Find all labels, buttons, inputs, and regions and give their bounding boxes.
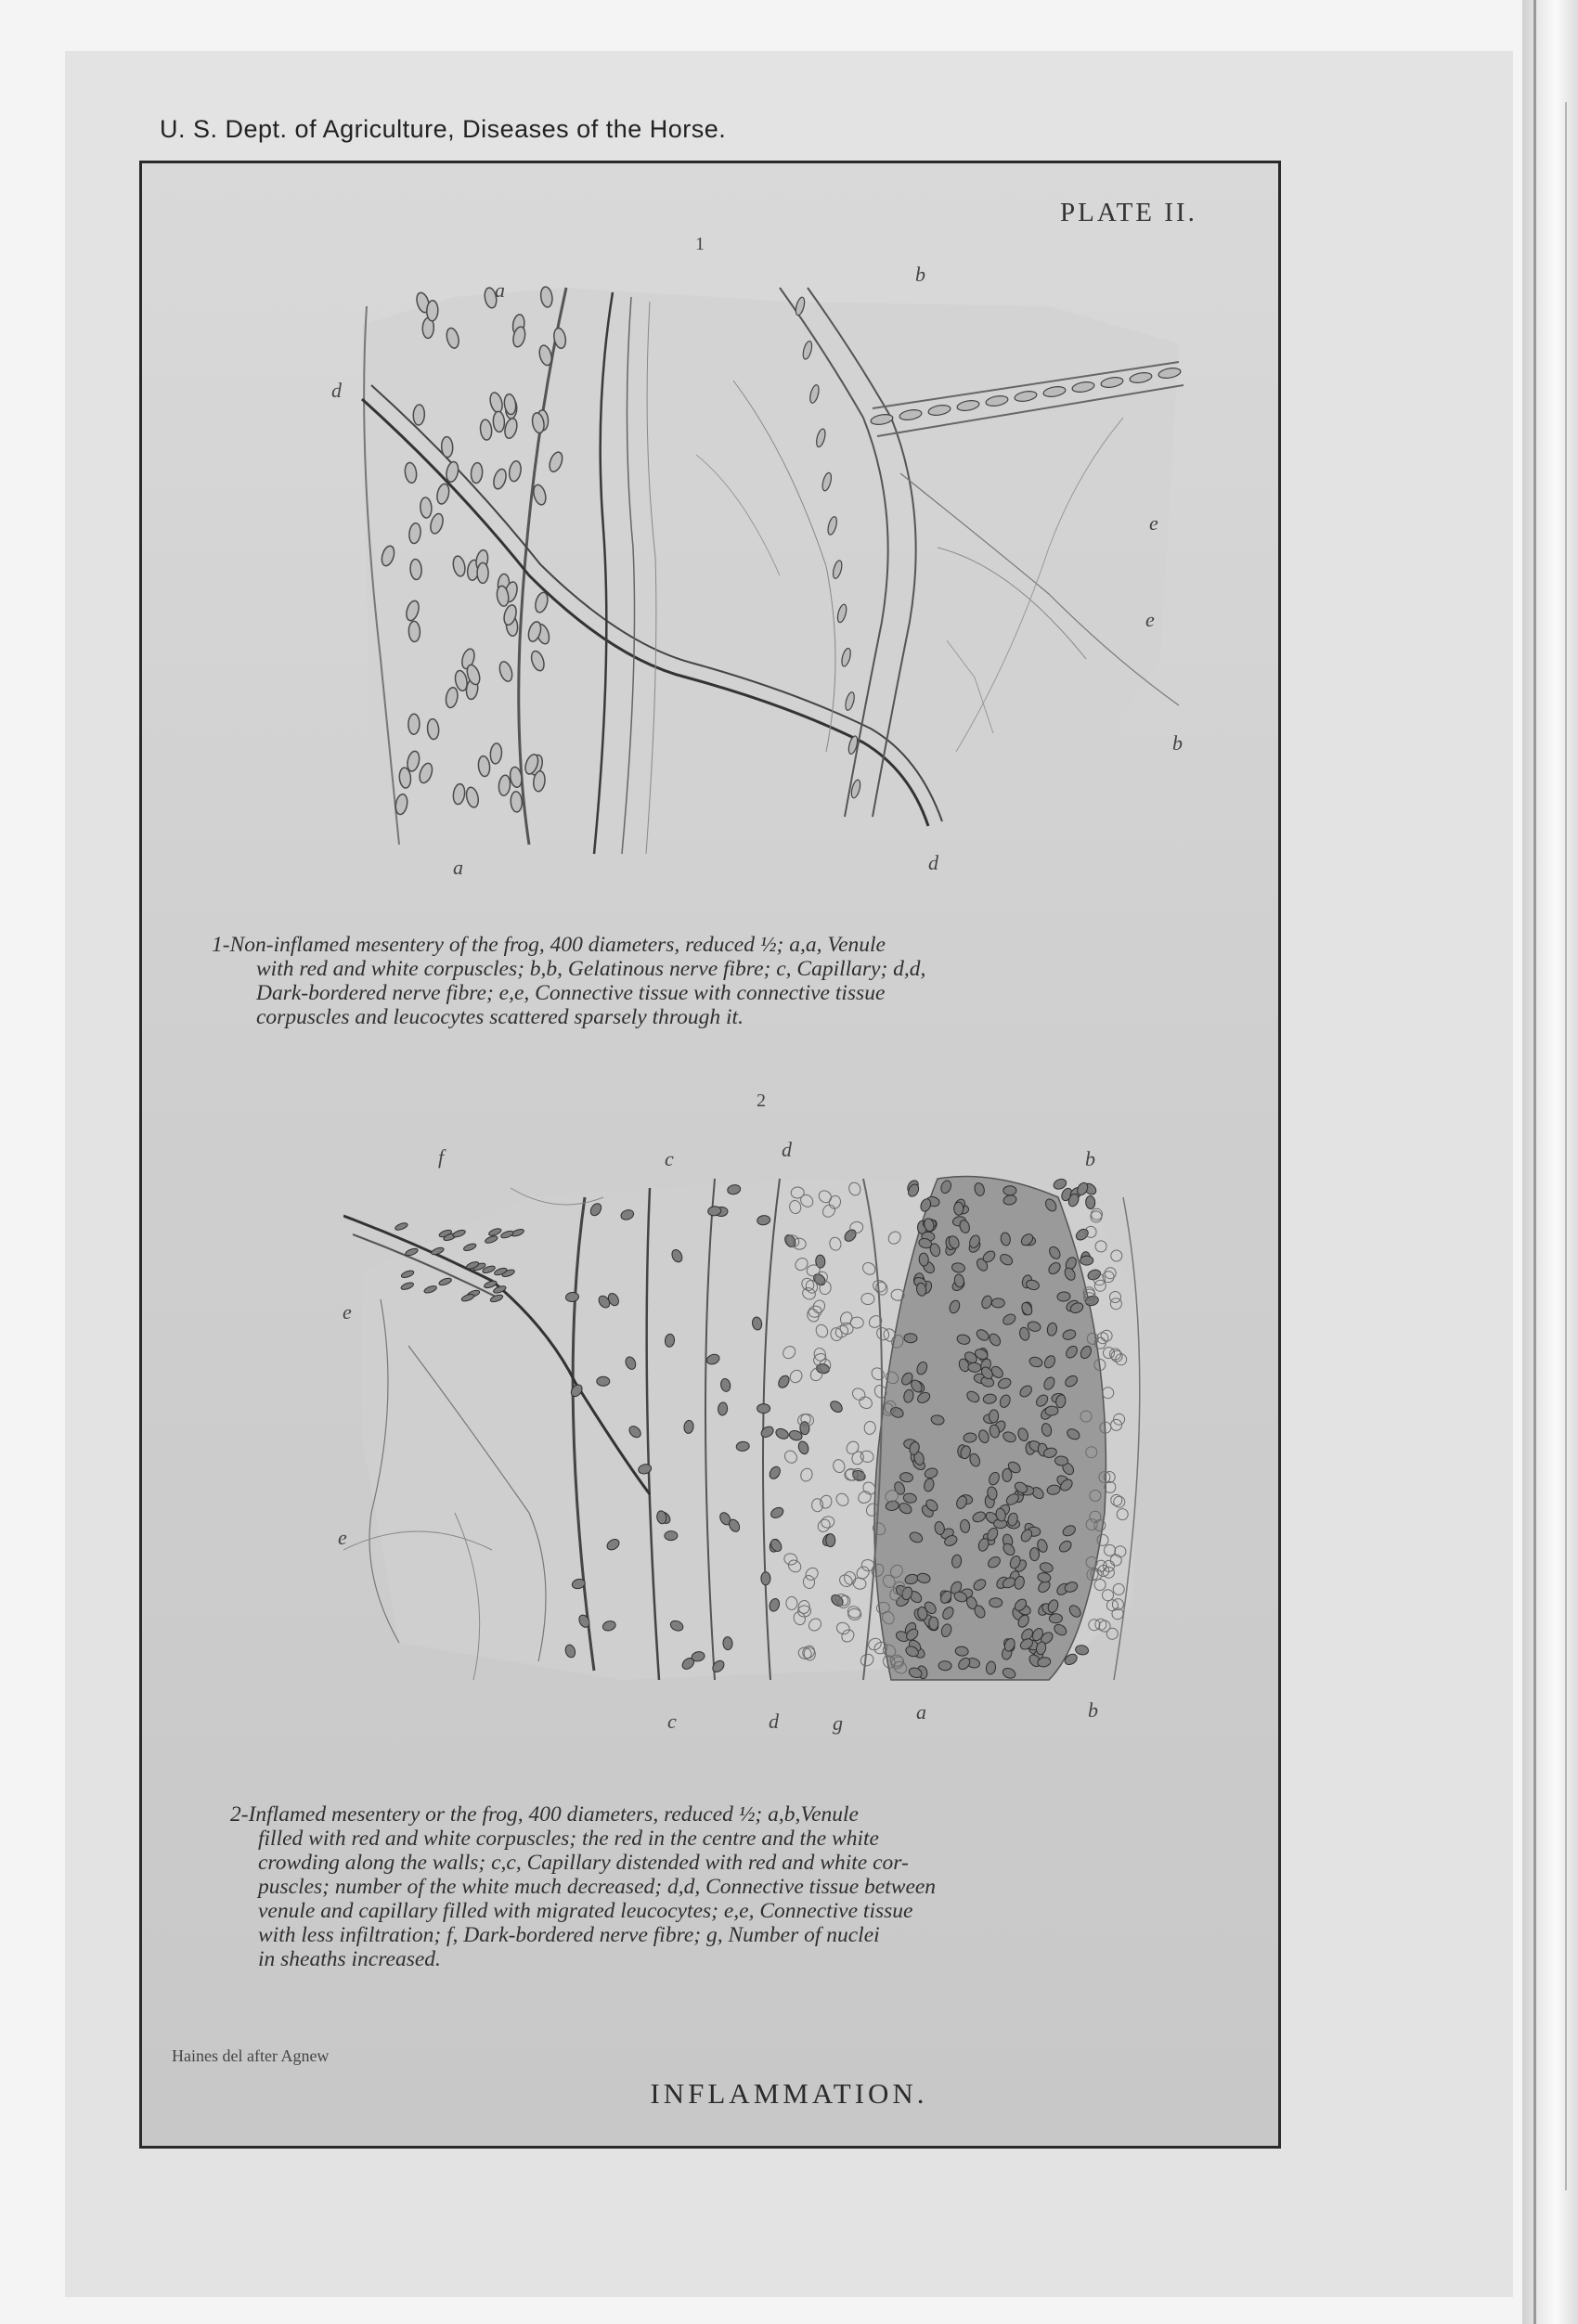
corpuscle-cell <box>928 1617 938 1631</box>
caption-line: corpuscles and leucocytes scattered sparsely through it. <box>256 1005 744 1029</box>
caption-line: Dark-bordered nerve fibre; e,e, Connective tissue with connective tissue <box>256 981 886 1005</box>
scan-page-edge <box>1522 0 1578 2324</box>
leucocyte-cell <box>597 1376 610 1386</box>
corpuscle-cell <box>408 714 420 734</box>
corpuscle-cell <box>441 436 453 458</box>
fig2-label-e: e <box>343 1300 352 1323</box>
fig2-label-d: d <box>782 1138 792 1161</box>
leucocyte-cell <box>757 1404 770 1414</box>
fig2-label-b: b <box>1085 1147 1095 1170</box>
leucocyte-cell <box>394 1221 408 1231</box>
corpuscle-cell <box>954 1202 964 1215</box>
fig2-label-c: c <box>667 1710 677 1733</box>
figure-2-number: 2 <box>757 1091 766 1111</box>
fig1-label-e: e <box>1149 511 1158 535</box>
corpuscle-cell <box>1049 1614 1062 1623</box>
corpuscle-cell <box>1045 1406 1059 1416</box>
fig1-label-d: d <box>331 379 342 402</box>
fig2-label-g: g <box>833 1711 843 1735</box>
corpuscle-cell <box>991 1298 1004 1308</box>
caption-line: 2-Inflamed mesentery or the frog, 400 diameters, reduced ½; a,b,Venule <box>230 1802 859 1827</box>
corpuscle-cell <box>511 792 523 813</box>
caption-line: with red and white corpuscles; b,b, Gelatinous nerve fibre; c, Capillary; d,d, <box>256 957 926 981</box>
caption-line: venule and capillary filled with migrated leucocytes; e,e, Connective tissue <box>258 1899 913 1923</box>
leucocyte-cell <box>723 1636 733 1650</box>
corpuscle-cell <box>919 1253 929 1267</box>
caption-line: puscles; number of the white much decreased; d,d, Connective tissue between <box>258 1875 937 1899</box>
leucocyte-cell <box>761 1572 770 1585</box>
corpuscle-cell <box>1085 1195 1095 1209</box>
running-head: U. S. Dept. of Agriculture, Diseases of the Horse. <box>160 115 727 143</box>
caption-line: with less infiltration; f, Dark-bordered nerve fibre; g, Number of nuclei <box>258 1923 880 1947</box>
corpuscle-cell <box>477 562 488 583</box>
plate-title: INFLAMMATION. <box>650 2077 928 2110</box>
scan-page-edge-line <box>1565 102 1567 2190</box>
corpuscle-cell <box>413 405 425 426</box>
corpuscle-cell <box>1080 1256 1093 1265</box>
fig1-label-d: d <box>928 851 938 874</box>
fig1-label-a: a <box>453 856 463 879</box>
leucocyte-cell <box>665 1530 678 1540</box>
scan-page-edge-line <box>1533 0 1536 2324</box>
figure-1-number: 1 <box>695 234 705 254</box>
corpuscle-cell <box>989 1410 999 1424</box>
figure-2-illustration <box>343 1160 1160 1698</box>
artist-credit: Haines del after Agnew <box>172 2046 330 2065</box>
figure-1-illustration <box>343 269 1216 863</box>
fig2-label-e: e <box>338 1526 347 1549</box>
fig2-label-a: a <box>916 1700 926 1724</box>
fig1-label-e: e <box>1145 608 1155 631</box>
caption-line: in sheaths increased. <box>258 1947 441 1971</box>
caption-line: filled with red and white corpuscles; the red in the centre and the white <box>258 1827 879 1851</box>
corpuscle-cell <box>1054 1456 1068 1466</box>
corpuscle-cell <box>408 621 420 641</box>
fig1-label-b: b <box>915 263 925 286</box>
fig2-label-d: d <box>769 1710 779 1733</box>
corpuscle-cell <box>493 411 505 433</box>
corpuscle-cell <box>989 1598 1002 1607</box>
fig2-label-b: b <box>1088 1698 1098 1722</box>
fig2-label-f: f <box>438 1145 445 1168</box>
figure-1-caption <box>212 933 925 1029</box>
leucocyte-cell <box>1106 1628 1118 1639</box>
corpuscle-cell <box>938 1660 951 1670</box>
plate-number: PLATE II. <box>1060 198 1197 227</box>
fig2-label-c: c <box>665 1147 674 1170</box>
corpuscle-cell <box>1003 1186 1016 1195</box>
caption-line: crowding along the walls; c,c, Capillary distended with red and white cor- <box>258 1851 909 1875</box>
leucocyte-cell <box>826 1534 835 1547</box>
corpuscle-cell <box>426 301 438 321</box>
corpuscle-cell <box>904 1334 917 1343</box>
figure-2-caption <box>230 1802 936 1971</box>
fig1-label-b: b <box>1172 731 1183 755</box>
corpuscle-cell <box>1029 1548 1039 1561</box>
fig1-label-a: a <box>495 278 505 302</box>
corpuscle-cell <box>1002 1468 1012 1481</box>
caption-line: 1-Non-inflamed mesentery of the frog, 400 diameters, reduced ½; a,a, Venule <box>212 933 886 957</box>
